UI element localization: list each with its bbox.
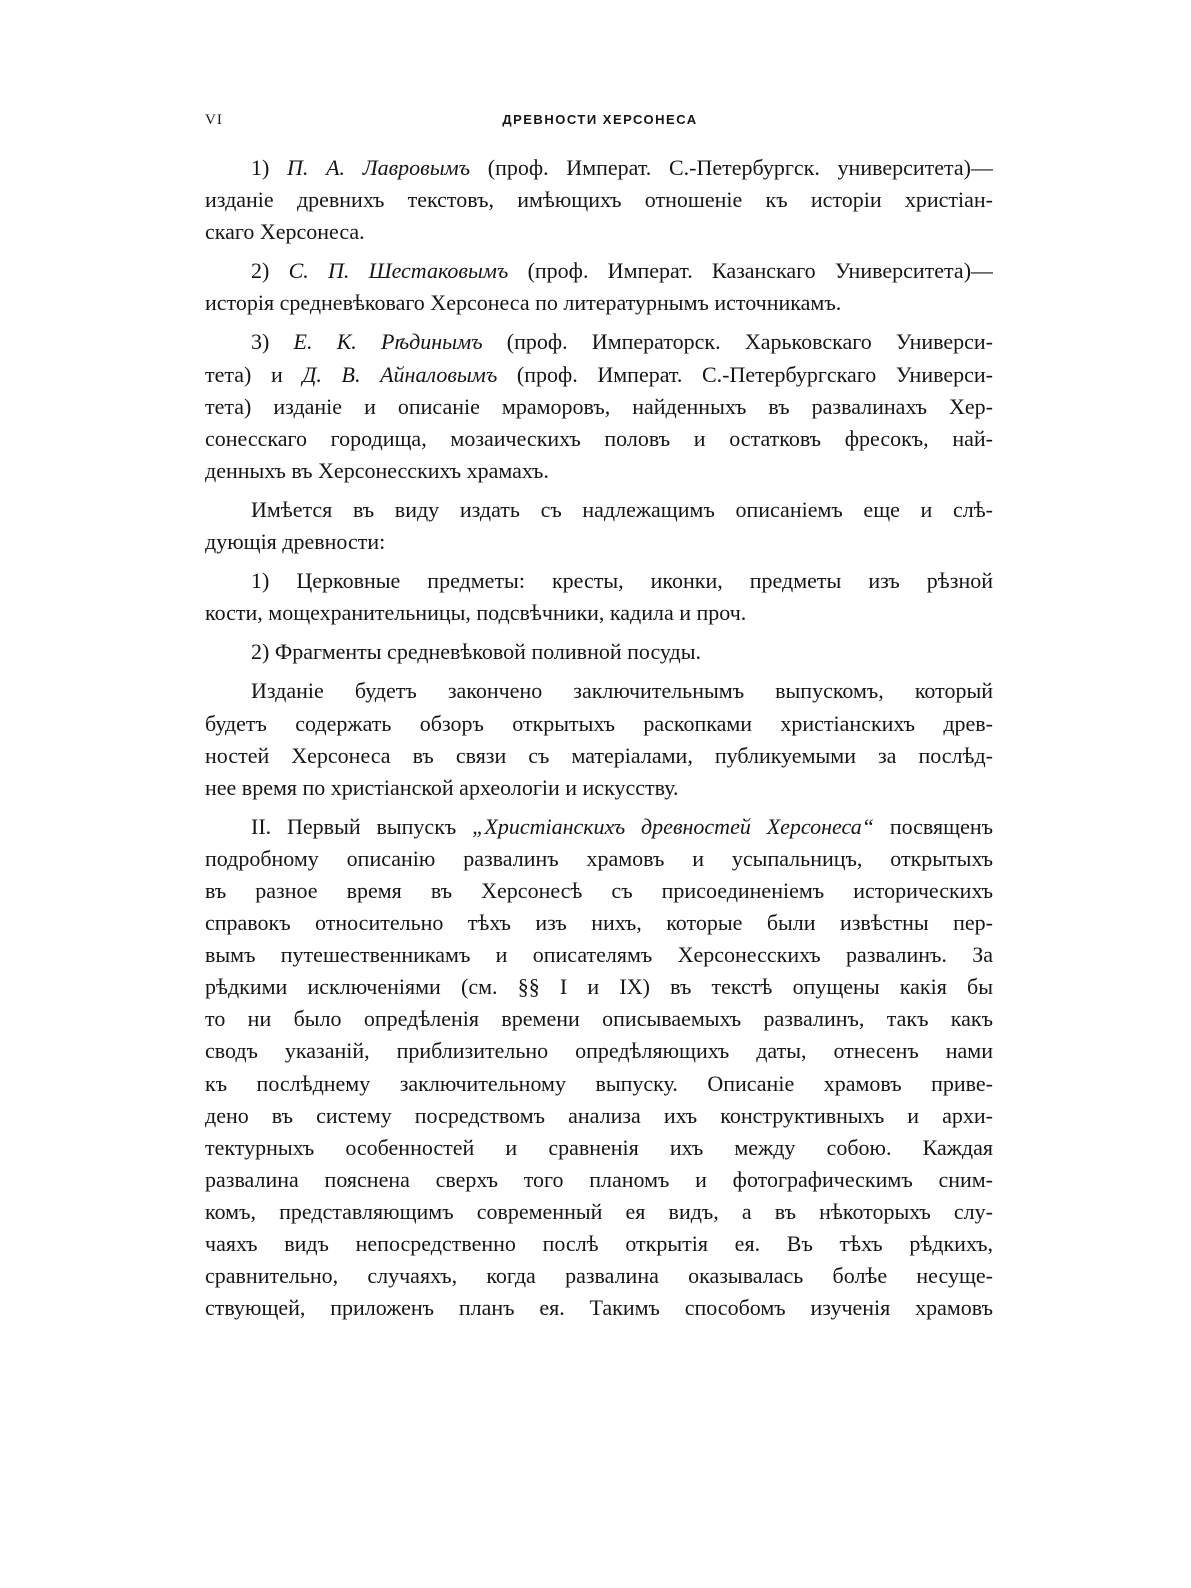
italic-segment: „Христіанскихъ древностей Херсонеса“	[472, 813, 874, 839]
text-segment: дено въ систему посредствомъ анализа ихъ конструктивныхъ и архи-	[205, 1102, 993, 1128]
text-line	[205, 1035, 993, 1067]
text-line	[205, 843, 993, 875]
text-line	[205, 971, 993, 1003]
text-line	[205, 255, 993, 287]
text-segment: тета) изданіе и описаніе мраморовъ, найденныхъ въ развалинахъ Хер-	[205, 393, 993, 419]
text-segment: ствующей, приложенъ планъ ея. Такимъ способомъ изученія храмовъ	[205, 1295, 993, 1321]
text-segment: изданіе древнихъ текстовъ, имѣющихъ отношеніе къ исторіи христіан-	[205, 187, 993, 213]
italic-segment: С. П. Шестаковымъ	[288, 258, 509, 284]
text-segment: (проф. Императ. Казанскаго Университета)—	[508, 258, 993, 284]
text-segment: 2) Фрагменты средневѣковой поливной посуды.	[251, 639, 702, 665]
text-segment: подробному описанію развалинъ храмовъ и усыпальницъ, открытыхъ	[205, 845, 993, 871]
text-segment: денныхъ въ Херсонесскихъ храмахъ.	[205, 457, 549, 483]
text-segment: тета) и	[205, 361, 303, 387]
italic-segment: П. А. Лавровымъ	[287, 155, 471, 180]
text-segment: исторія средневѣковаго Херсонеса по литературнымъ источникамъ.	[205, 290, 842, 316]
text-line	[205, 494, 993, 526]
running-title: ДРЕВНОСТИ ХЕРСОНЕСА	[502, 112, 698, 127]
text-segment: къ послѣднему заключительному выпуску. Описаніе храмовъ приве-	[205, 1070, 993, 1096]
text-line	[205, 1260, 993, 1292]
text-line	[205, 675, 993, 707]
text-segment: кости, мощехранительницы, подсвѣчники, кадила и проч.	[205, 600, 747, 626]
text-segment: (проф. Императ. С.-Петербургскаго Универси-	[497, 361, 993, 387]
text-line	[205, 1100, 993, 1132]
text-line	[205, 597, 993, 629]
text-line	[205, 1068, 993, 1100]
text-segment: справокъ относительно тѣхъ изъ нихъ, которые были извѣстны пер-	[205, 910, 993, 936]
text-segment: Изданіе будетъ закончено заключительнымъ выпускомъ, который	[251, 678, 993, 704]
text-line	[205, 907, 993, 939]
text-line	[205, 1228, 993, 1260]
text-segment: нее время по христіанской археологіи и искусству.	[205, 774, 679, 800]
text-line	[205, 1132, 993, 1164]
page-number: VI	[205, 112, 223, 128]
text-segment: II. Первый выпускъ	[251, 813, 473, 839]
text-segment: сводъ указаній, приблизительно опредѣляющихъ даты, отнесенъ нами	[205, 1038, 993, 1064]
text-line	[205, 423, 993, 455]
text-line	[205, 359, 993, 391]
text-line	[205, 184, 993, 216]
text-segment: 1)	[251, 155, 288, 180]
text-line	[205, 1292, 993, 1324]
text-segment: сонесскаго городища, мозаическихъ половъ и остатковъ фресокъ, най-	[205, 425, 993, 451]
text-line	[205, 1003, 993, 1035]
italic-segment: Д. В. Айналовымъ	[302, 361, 498, 387]
text-line	[205, 455, 993, 487]
text-segment: скаго Херсонеса.	[205, 219, 365, 245]
text-line	[205, 708, 993, 740]
text-segment: (проф. Императ. С.-Петербургск. университета)—	[470, 155, 993, 180]
text-segment: будетъ содержать обзоръ открытыхъ раскопками христіанскихъ древ-	[205, 710, 993, 736]
text-segment: (проф. Императорск. Харьковскаго Универси-	[482, 329, 993, 355]
text-segment: Имѣется въ виду издать съ надлежащимъ описаніемъ еще и слѣ-	[251, 496, 993, 522]
text-line	[205, 326, 993, 358]
text-segment: 2)	[251, 258, 289, 284]
body-text	[205, 152, 993, 1324]
text-line	[205, 216, 993, 248]
text-line	[205, 287, 993, 319]
text-line	[205, 526, 993, 558]
text-segment: дующія древности:	[205, 529, 386, 555]
text-line	[205, 391, 993, 423]
text-line	[205, 740, 993, 772]
text-line	[205, 636, 993, 668]
text-segment: то ни было опредѣленія времени описываемыхъ развалинъ, такъ какъ	[205, 1006, 993, 1032]
text-line	[205, 875, 993, 907]
text-segment: комъ, представляющимъ современный ея видъ, а въ нѣкоторыхъ слу-	[205, 1198, 993, 1224]
italic-segment: Е. К. Рѣдинымъ	[293, 329, 483, 355]
text-line	[205, 811, 993, 843]
text-segment: посвященъ	[873, 813, 993, 839]
text-line	[205, 152, 993, 184]
text-segment: вымъ путешественникамъ и описателямъ Херсонесскихъ развалинъ. За	[205, 942, 993, 968]
text-segment: 1) Церковные предметы: кресты, иконки, предметы изъ рѣзной	[251, 568, 993, 594]
text-line	[205, 772, 993, 804]
text-segment: ностей Херсонеса въ связи съ матеріалами, публикуемыми за послѣд-	[205, 742, 993, 768]
text-line	[205, 1196, 993, 1228]
text-line	[205, 939, 993, 971]
text-segment: 3)	[251, 329, 294, 355]
text-segment: рѣдкими исключеніями (см. §§ I и IX) въ текстѣ опущены какія бы	[205, 974, 993, 1000]
text-segment: тектурныхъ особенностей и сравненія ихъ между собою. Каждая	[205, 1134, 993, 1160]
text-line	[205, 565, 993, 597]
text-segment: чаяхъ видъ непосредственно послѣ открытія ея. Въ тѣхъ рѣдкихъ,	[205, 1231, 993, 1256]
text-segment: сравнительно, случаяхъ, когда развалина оказывалась болѣе несуще-	[205, 1263, 993, 1289]
text-line	[205, 1164, 993, 1196]
text-segment: въ разное время въ Херсонесѣ съ присоединеніемъ историческихъ	[205, 877, 993, 903]
text-segment: развалина пояснена сверхъ того планомъ и фотографическимъ сним-	[205, 1166, 993, 1192]
running-head	[205, 112, 995, 136]
